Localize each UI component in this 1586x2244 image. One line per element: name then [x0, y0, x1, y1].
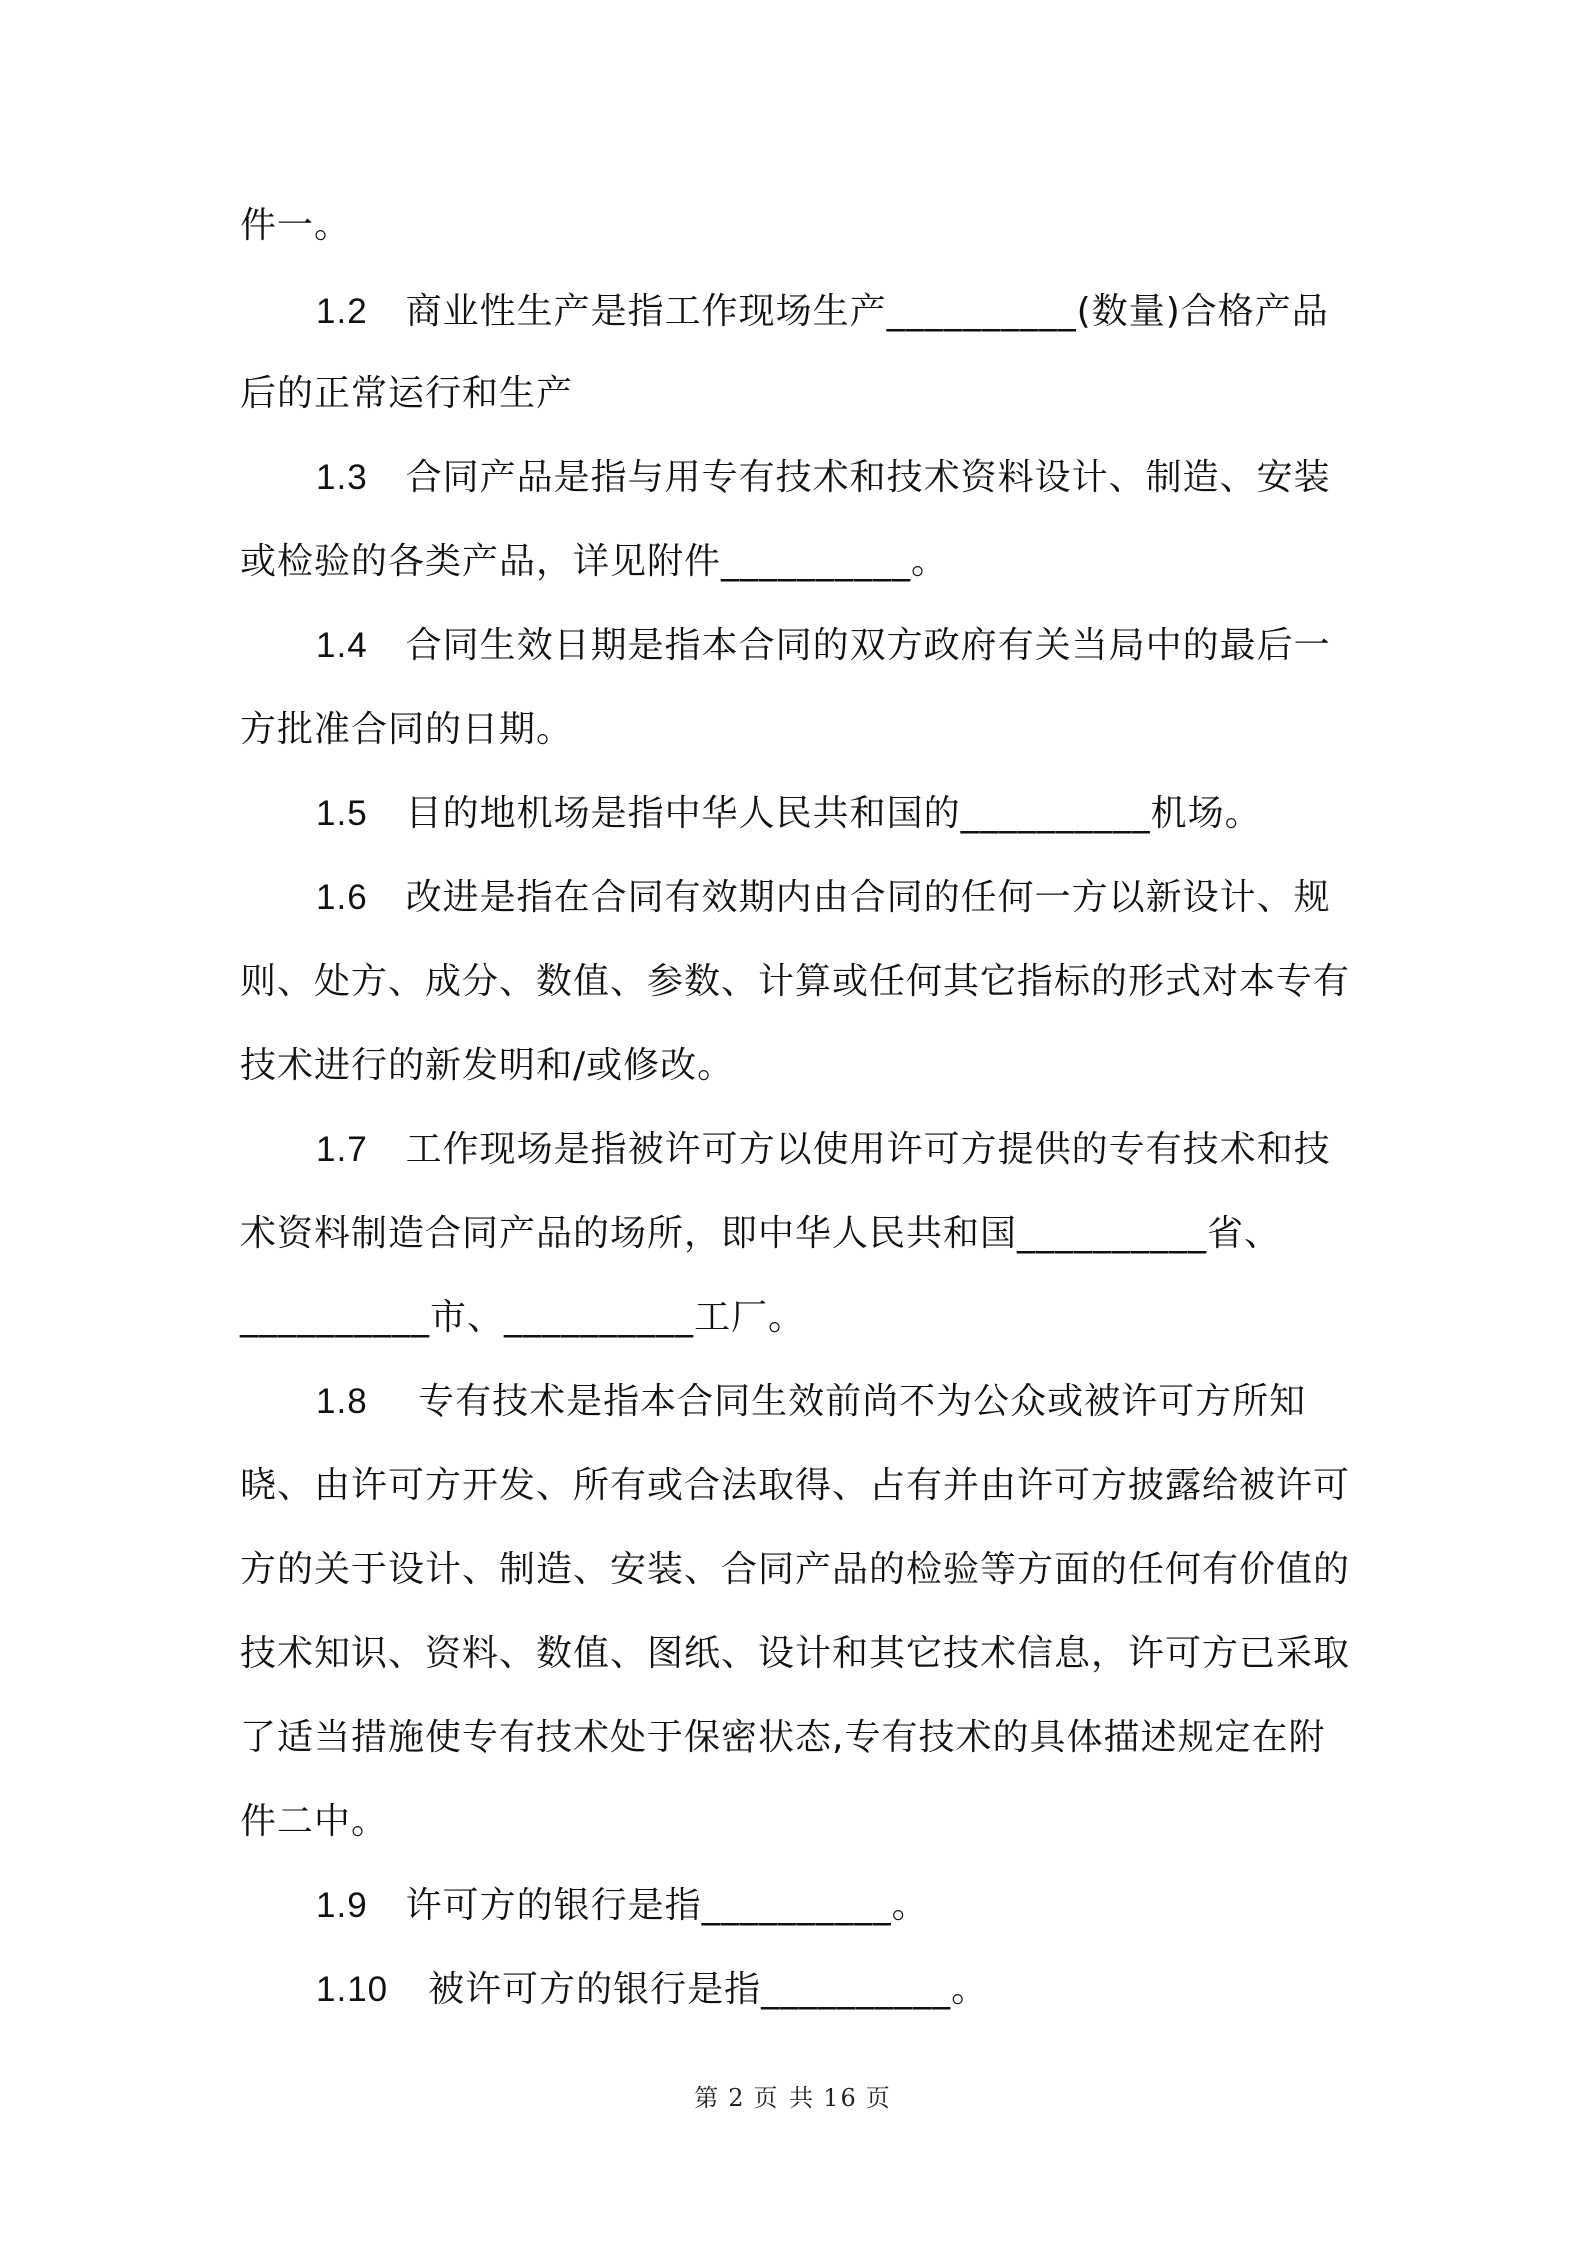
line-text: 技术知识、资料、数值、图纸、设计和其它技术信息，许可方已采取 [240, 1633, 1351, 1674]
clause-number: 1.4 [316, 626, 368, 665]
line-text: 许可方的银行是指__________。 [405, 1885, 929, 1926]
line-text: 方的关于设计、制造、安装、合同产品的检验等方面的任何有价值的 [240, 1549, 1351, 1590]
text-line [240, 538, 1360, 586]
line-text: 则、处方、成分、数值、参数、计算或任何其它指标的形式对本专有 [240, 961, 1351, 1002]
text-line [240, 1294, 1360, 1342]
clause-1-3 [316, 454, 1436, 502]
line-text: 了适当措施使专有技术处于保密状态,专有技术的具体描述规定在附 [240, 1717, 1326, 1758]
footer-suffix: 页 [865, 2084, 892, 2112]
clause-1-8 [316, 1378, 1436, 1426]
text-line [240, 202, 1360, 250]
clause-number: 1.10 [316, 1970, 389, 2009]
clause-1-7 [316, 1126, 1436, 1174]
text-line [240, 706, 1360, 754]
line-text: 被许可方的银行是指__________。 [428, 1969, 989, 2010]
line-text: 专有技术是指本合同生效前尚不为公众或被许可方所知 [405, 1381, 1307, 1422]
clause-number: 1.9 [316, 1886, 368, 1925]
line-text: 工作现场是指被许可方以使用许可方提供的专有技术和技 [405, 1129, 1331, 1170]
clause-1-5 [316, 790, 1436, 838]
line-text: 合同产品是指与用专有技术和技术资料设计、制造、安装 [405, 457, 1331, 498]
clause-number: 1.6 [316, 878, 368, 917]
text-line [240, 1546, 1360, 1594]
text-line [240, 1210, 1360, 1258]
line-text: 方批准合同的日期。 [240, 709, 574, 750]
line-text: 合同生效日期是指本合同的双方政府有关当局中的最后一 [405, 625, 1331, 666]
line-text: 晓、由许可方开发、所有或合法取得、占有并由许可方披露给被许可 [240, 1465, 1351, 1506]
line-text: 技术进行的新发明和/或修改。 [240, 1045, 735, 1086]
text-line [240, 1630, 1360, 1678]
text-line [240, 958, 1360, 1006]
line-text: 商业性生产是指工作现场生产__________(数量)合格产品 [405, 291, 1329, 332]
text-line [240, 370, 1360, 418]
line-text: 目的地机场是指中华人民共和国的__________机场。 [405, 793, 1262, 834]
clause-1-2 [316, 288, 1436, 336]
line-text: 后的正常运行和生产 [240, 373, 574, 414]
total-pages: 16 [823, 2084, 858, 2112]
clause-number: 1.2 [316, 292, 368, 331]
line-text: __________市、__________工厂。 [240, 1297, 806, 1338]
page-footer [0, 2082, 1586, 2114]
line-text: 件一。 [240, 205, 352, 246]
footer-middle: 页 共 [753, 2084, 816, 2112]
line-text: 件二中。 [240, 1801, 389, 1842]
clause-1-6 [316, 874, 1436, 922]
text-line [240, 1042, 1360, 1090]
footer-prefix: 第 [694, 2084, 721, 2112]
text-line [240, 1462, 1360, 1510]
clause-number: 1.3 [316, 458, 368, 497]
line-text: 术资料制造合同产品的场所，即中华人民共和国__________省、 [240, 1213, 1282, 1254]
clause-1-9 [316, 1882, 1436, 1930]
clause-1-4 [316, 622, 1436, 670]
clause-1-10 [316, 1966, 1436, 2014]
text-line [240, 1714, 1360, 1762]
line-text: 改进是指在合同有效期内由合同的任何一方以新设计、规 [405, 877, 1331, 918]
line-text: 或检验的各类产品，详见附件__________。 [240, 541, 949, 582]
text-line [240, 1798, 1360, 1846]
current-page-number: 2 [728, 2084, 746, 2112]
clause-number: 1.7 [316, 1130, 368, 1169]
clause-number: 1.8 [316, 1382, 368, 1421]
clause-number: 1.5 [316, 794, 368, 833]
